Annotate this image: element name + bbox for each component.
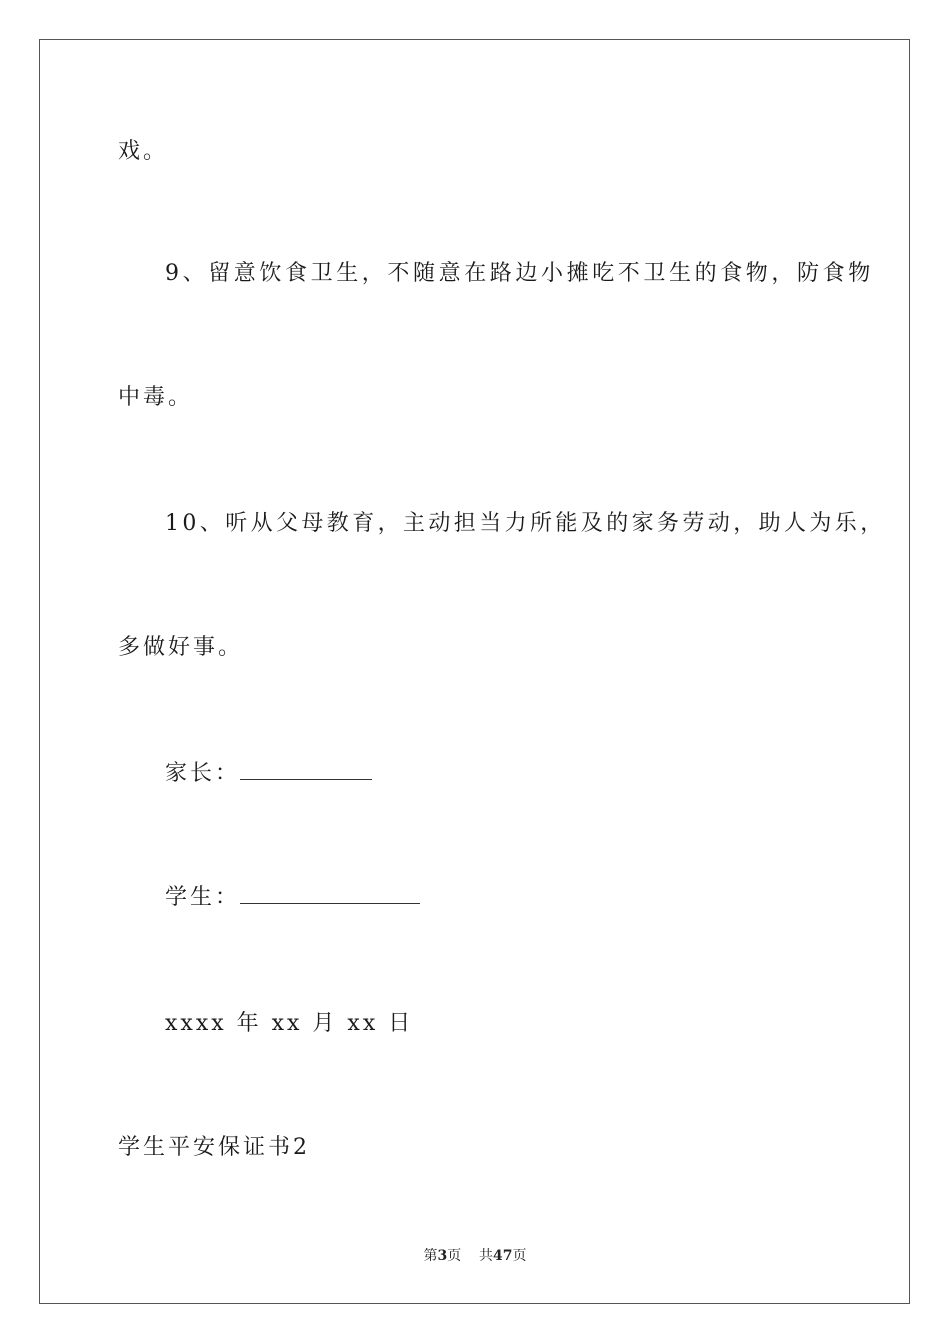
total-prefix: 共 — [479, 1248, 494, 1264]
section-title: 学生平安保证书2 — [118, 1135, 310, 1160]
parent-signature — [165, 759, 372, 789]
paragraph-line: 中毒。 — [118, 385, 194, 410]
paragraph-line: 多做好事。 — [118, 635, 244, 660]
page-footer — [0, 1246, 950, 1266]
page-total: 47 — [493, 1248, 513, 1264]
paragraph-line: 戏。 — [118, 139, 169, 164]
date-line: xxxx 年 xx 月 xx 日 — [165, 1011, 414, 1036]
page-border — [39, 39, 910, 1304]
parent-signature-blank — [240, 759, 372, 780]
page-current: 3 — [437, 1248, 448, 1264]
student-signature-blank — [240, 883, 420, 904]
total-suffix: 页 — [512, 1248, 527, 1264]
student-signature — [165, 883, 420, 913]
student-label: 学生： — [165, 885, 241, 910]
parent-label: 家长： — [165, 761, 241, 786]
paragraph-line: 10、听从父母教育，主动担当力所能及的家务劳动，助人为乐， — [165, 511, 886, 536]
page-suffix: 页 — [447, 1248, 462, 1264]
page-prefix: 第 — [423, 1248, 438, 1264]
paragraph-line: 9、留意饮食卫生，不随意在路边小摊吃不卫生的食物，防食物 — [165, 261, 874, 286]
